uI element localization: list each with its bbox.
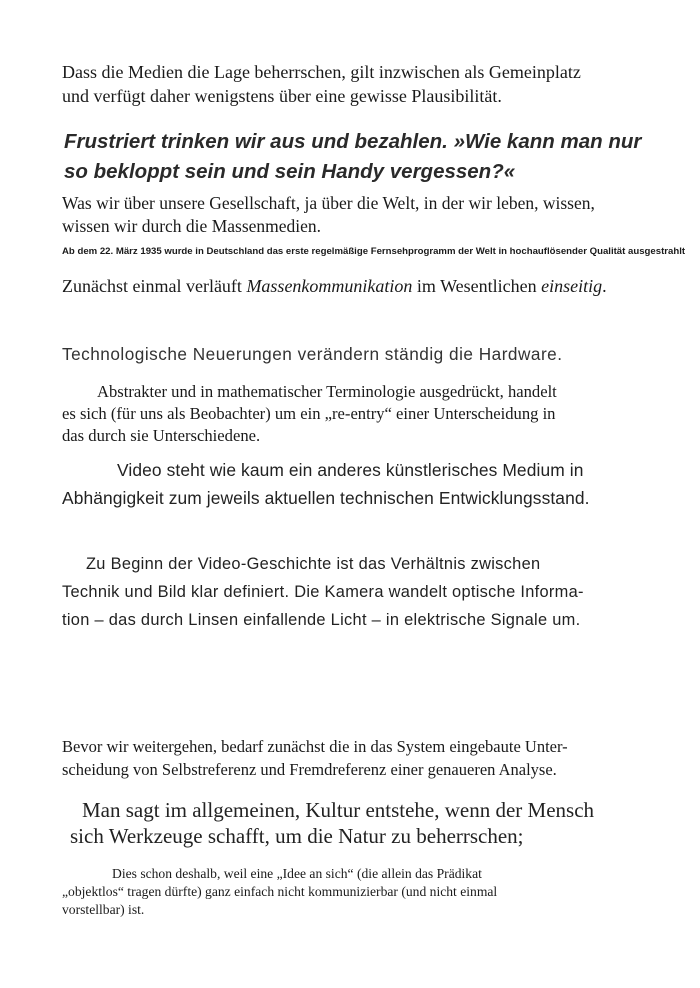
text-line: Video steht wie kaum ein anderes künstlerisches Medium in	[117, 460, 584, 480]
text-line: und verfügt daher wenigstens über eine gewisse Plausibilität.	[62, 86, 502, 106]
text-line: Ab dem 22. März 1935 wurde in Deutschland das erste regelmäßige Fernsehprogramm der Welt in hochauflösender Qualität ausgestrahlt	[62, 246, 686, 257]
paragraph-massenkommunikation-einseitig	[62, 275, 607, 297]
text-line: tion – das durch Linsen einfallende Licht – in elektrische Signale um.	[62, 611, 581, 629]
text-line: so bekloppt sein und sein Handy vergessen?«	[64, 160, 516, 183]
text-line: Bevor wir weitergehen, bedarf zunächst die in das System eingebaute Unter-	[62, 737, 568, 756]
text-line: „objektlos“ tragen dürfte) ganz einfach nicht kommunizierbar (und nicht einmal	[62, 884, 498, 899]
text-line: wissen wir durch die Massenmedien.	[62, 216, 322, 236]
text-line: sich Werkzeuge schafft, um die Natur zu beherrschen;	[70, 824, 524, 848]
text-line: Zu Beginn der Video-Geschichte ist das Verhältnis zwischen	[86, 555, 541, 573]
text-run: Zunächst einmal verläuft	[62, 276, 247, 296]
text-line: vorstellbar) ist.	[62, 902, 145, 917]
text-line: Technik und Bild klar definiert. Die Kamera wandelt optische Informa-	[62, 583, 584, 601]
text-line: Technologische Neuerungen verändern ständig die Hardware.	[62, 344, 563, 364]
text-line: Dies schon deshalb, weil eine „Idee an sich“ (die allein das Prädikat	[112, 866, 482, 881]
paragraph-selbstreferenz	[62, 735, 568, 781]
text-line: Man sagt im allgemeinen, Kultur entstehe, wenn der Mensch	[82, 798, 595, 822]
paragraph-re-entry-unterscheidung	[62, 381, 557, 447]
paragraph-kultur-werkzeuge	[62, 797, 594, 849]
paragraph-video-geschichte	[62, 550, 584, 634]
text-line: Was wir über unsere Gesellschaft, ja über die Welt, in der wir leben, wissen,	[62, 193, 595, 213]
paragraph-video-medium	[62, 456, 590, 512]
text-run: .	[602, 276, 607, 296]
emphasis-massenkommunikation: Massenkommunikation	[246, 276, 413, 296]
text-line: Dass die Medien die Lage beherrschen, gilt inzwischen als Gemeinplatz	[62, 62, 581, 82]
paragraph-fernsehprogramm-1935	[62, 246, 685, 258]
paragraph-handy-vergessen	[64, 127, 641, 187]
paragraph-gesellschaft-massenmedien	[62, 192, 595, 238]
emphasis-einseitig: einseitig	[541, 276, 603, 296]
text-line: Abhängigkeit zum jeweils aktuellen technischen Entwicklungsstand.	[62, 488, 590, 508]
text-line: es sich (für uns als Beobachter) um ein „re-entry“ einer Unterscheidung in	[62, 404, 556, 423]
text-line: das durch sie Unterschiedene.	[62, 426, 261, 445]
paragraph-medien-gemeinplatz	[62, 60, 581, 108]
paragraph-technologische-neuerungen	[62, 343, 563, 365]
text-run: im Wesentlichen	[412, 276, 542, 296]
text-line: Frustriert trinken wir aus und bezahlen. »Wie kann man nur	[64, 130, 642, 153]
text-line: Abstrakter und in mathematischer Terminologie ausgedrückt, handelt	[97, 382, 557, 401]
paragraph-idee-an-sich	[62, 865, 497, 919]
text-line: scheidung von Selbstreferenz und Fremdreferenz einer genaueren Analyse.	[62, 760, 557, 779]
